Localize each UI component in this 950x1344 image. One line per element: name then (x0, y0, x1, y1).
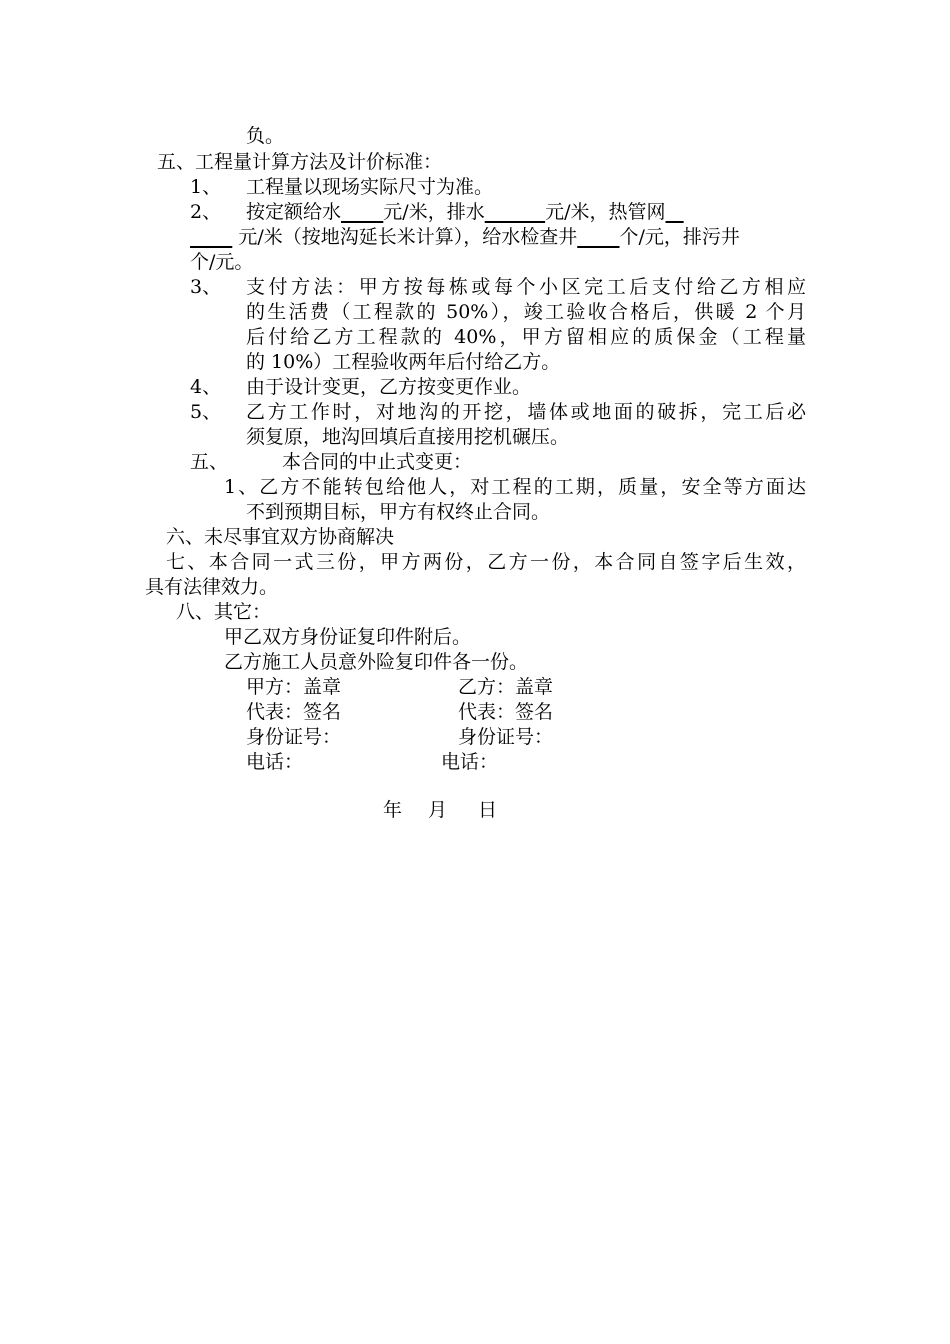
party-b-seal: 乙方：盖章 (458, 676, 554, 698)
section-7-line-1: 七、本合同一式三份，甲方两份，乙方一份，本合同自签字后生效， (166, 551, 806, 573)
drainage-price-blank (485, 201, 545, 223)
item-3-line-1: 支付方法：甲方按每栋或每个小区完工后支付给乙方相应 (246, 276, 806, 298)
heat-pipe-price-blank-a (666, 201, 684, 223)
item-3-number: 3、 (190, 276, 222, 298)
item-2-line-3: 个/元。 (190, 251, 254, 273)
date-month: 月 (428, 799, 448, 821)
party-a-seal: 甲方：盖章 (246, 676, 342, 698)
item-3-line-3: 后付给乙方工程款的 40%，甲方留相应的质保金（工程量 (246, 326, 806, 348)
previous-clause-tail: 负。 (246, 125, 285, 147)
section-5b-number: 五、 (190, 451, 229, 473)
section-5b-line-2: 不到预期目标，甲方有权终止合同。 (246, 501, 551, 523)
item-3-line-2: 的生活费（工程款的 50%），竣工验收合格后，供暖 2 个月 (246, 301, 806, 323)
sewage-well-label: 个/元，排污井 (619, 226, 740, 248)
item-5-number: 5、 (190, 401, 222, 423)
item-2-number: 2、 (190, 201, 222, 223)
item-1-number: 1、 (190, 176, 222, 198)
inspection-well-price-blank (577, 226, 619, 248)
water-supply-label: 按定额给水 (246, 201, 342, 223)
item-4-number: 4、 (190, 376, 222, 398)
party-b-phone: 电话： (441, 751, 499, 773)
date-year: 年 (383, 799, 403, 821)
heat-pipe-label: 元/米，热管网 (545, 201, 666, 223)
section-5-heading: 五、工程量计算方法及计价标准： (157, 151, 443, 173)
date-day: 日 (478, 799, 498, 821)
item-2-line-1 (246, 200, 684, 225)
party-a-phone: 电话： (246, 751, 304, 773)
party-a-representative: 代表：签名 (246, 701, 342, 723)
party-a-id-number: 身份证号： (246, 726, 342, 748)
drainage-label: 元/米，排水 (383, 201, 485, 223)
party-b-representative: 代表：签名 (458, 701, 554, 723)
water-supply-price-blank (341, 201, 383, 223)
section-5b-heading: 本合同的中止式变更： (282, 451, 473, 473)
section-8-heading: 八、其它： (176, 601, 272, 623)
item-1-text: 工程量以现场实际尺寸为准。 (246, 176, 494, 198)
item-2-line-2 (190, 225, 740, 250)
section-8-line-2: 乙方施工人员意外险复印件各一份。 (224, 651, 529, 673)
item-5-line-1: 乙方工作时，对地沟的开挖，墙体或地面的破拆，完工后必 (246, 401, 806, 423)
inspection-well-label: 元/米（按地沟延长米计算），给水检查井 (238, 226, 578, 248)
section-5b-line-1: 1、乙方不能转包给他人，对工程的工期，质量，安全等方面达 (224, 476, 806, 498)
section-6: 六、未尽事宜双方协商解决 (166, 526, 395, 548)
party-b-id-number: 身份证号： (458, 726, 554, 748)
section-7-line-2: 具有法律效力。 (145, 576, 279, 598)
item-5-line-2: 须复原，地沟回填后直接用挖机碾压。 (246, 426, 570, 448)
item-4-text: 由于设计变更，乙方按变更作业。 (246, 376, 532, 398)
section-8-line-1: 甲乙双方身份证复印件附后。 (224, 626, 472, 648)
heat-pipe-price-blank-b (190, 226, 232, 248)
item-3-line-4: 的 10%）工程验收两年后付给乙方。 (246, 351, 561, 373)
